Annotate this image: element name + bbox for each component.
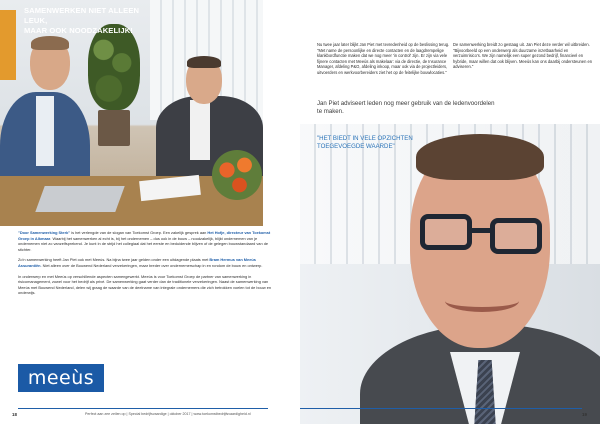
paragraph-2: [18, 257, 280, 268]
paragraph-1: [18, 230, 280, 252]
person-right-shirt: [190, 100, 210, 160]
photo-caption: [24, 4, 161, 36]
glasses-bridge: [470, 228, 492, 233]
plant-pot: [98, 110, 130, 146]
right-page: [300, 0, 600, 424]
paragraph-3-text: In onderwerp en met Meeùs op verschillende aspecten samengewerkt. Meeùs is voor Toekomst Groep de partner van samenwerking in risicomanagement, zowel voor het bedrijf als privé. De samenwerking gaat verder dan de traditionele verzekeringen. Naast de samenwerking van Meeùs met Bouwend Nederland, delen wij graag de waarde van de deelname van integrale ondernemers die zich betrokken voelen tot de bouw en onderwijs.: [18, 273, 272, 296]
pull-quote: "HET BIEDT IN VELE OPZICHTEN TOEGEVOEGDE WAARDE": [317, 135, 413, 151]
person-highlight: Het Hofje, directeur van Toekomst Groep in Alkmaar: [18, 230, 271, 241]
logo-text: meeùs: [27, 367, 95, 389]
paragraph-2-text: Zo’n samenwerking heeft Jan Piet ook met Meeùs. Na bijna twee jaar gelden onder een uitdagende plaats met: [18, 257, 210, 263]
paragraph-1-text: is het verlengde van de slogan van Toekomst Groep. Een zakelijk gesprek aan: [70, 230, 208, 235]
paragraph-1-text-2: . Waarbij het samenwerken al echt is, bij het ondernemen – dus ook in de bouw – noodzakelijk, blijkt ondernemen van je ondernemen niet zo vanzelfsprekend. Je kunt in de strijd het collegiaal dat het eerste en beduidende blijven of de gelegen bouwstandaard van de stichter.: [18, 235, 269, 252]
portrait-photo: [300, 124, 600, 424]
glasses-right-lens: [490, 218, 542, 254]
intro-text: Jan Piet adviseert leden nog meer gebruik van de ledenvoordelen te maken.: [317, 100, 495, 115]
article-body-left: [18, 230, 280, 301]
paragraph-2-text-2: . Niet alleen over de Bouwend Nederland verzekeringen, maar breder over ondernemerschap in en rondom de bouw en ontwerp.: [40, 262, 263, 268]
page-number-right: 19: [582, 412, 587, 417]
text-column-1: Nu twee jaar later blijkt Jan Piet met tevredenheid op de beslissing terug. "Met name de persoonlijke en directe contacten en de laagdrempelige klankbordfunctie maken dat we nog meer 'in control' zijn. Er zijn via vele fijnere contacten met Meeùs als makelaar: via de directie, de Insurance Manager, afdeling P&O, afdeling inkoop, maar ook via de projectleiders, uitvoerders en werkvoorbereiders ziet het op de feitelijke bouwlocaties.": [317, 42, 450, 75]
text-column-2: De samenwerking breidt zo gestaag uit. Jan Piet deze verder wil uitbreiden. "Bijvoorbeeld op een onderwerp als duurzame inzetbaarheid en verzuimrisico’s. We zijn namelijk een super gezond bedrijf, financieel en hybride, maar willen dat ook blijven. Meeùs kan ons daarbij ondersteunen en adviseren.": [453, 42, 593, 70]
footer-rule-right: [300, 408, 582, 409]
meeus-logo: [18, 364, 104, 392]
orange-poster: [0, 10, 16, 80]
person-left-shirt: [36, 96, 54, 166]
paragraph-3: [18, 274, 280, 296]
glasses-left-lens: [420, 214, 472, 250]
plant: [88, 24, 140, 110]
caption-line-1: SAMENWERKEN NIET ALLEEN LEUK,: [24, 6, 140, 25]
footer-text: Perfect aan zee zeilen op | Special bedrijfsvaardige | oktober 2017 | www.toekomstbedrijfsvaardigheid.nl: [85, 412, 251, 416]
page-number-left: 18: [12, 412, 17, 417]
laptop: [35, 186, 124, 212]
person-left-hair: [31, 36, 69, 50]
hair: [416, 134, 544, 180]
smile: [445, 290, 519, 312]
person-right-hair: [187, 56, 221, 68]
bram-highlight: Bram Hermus van Meeùs Assurantiën: [18, 257, 256, 268]
caption-line-2: MAAR OOK NOODZAKELIJK!: [24, 26, 133, 35]
footer-rule-left: [18, 408, 268, 409]
flower-bouquet: [212, 150, 262, 200]
meeting-photo: [0, 0, 263, 226]
slogan-highlight: "Door Samenwerking Sterk": [18, 230, 71, 235]
